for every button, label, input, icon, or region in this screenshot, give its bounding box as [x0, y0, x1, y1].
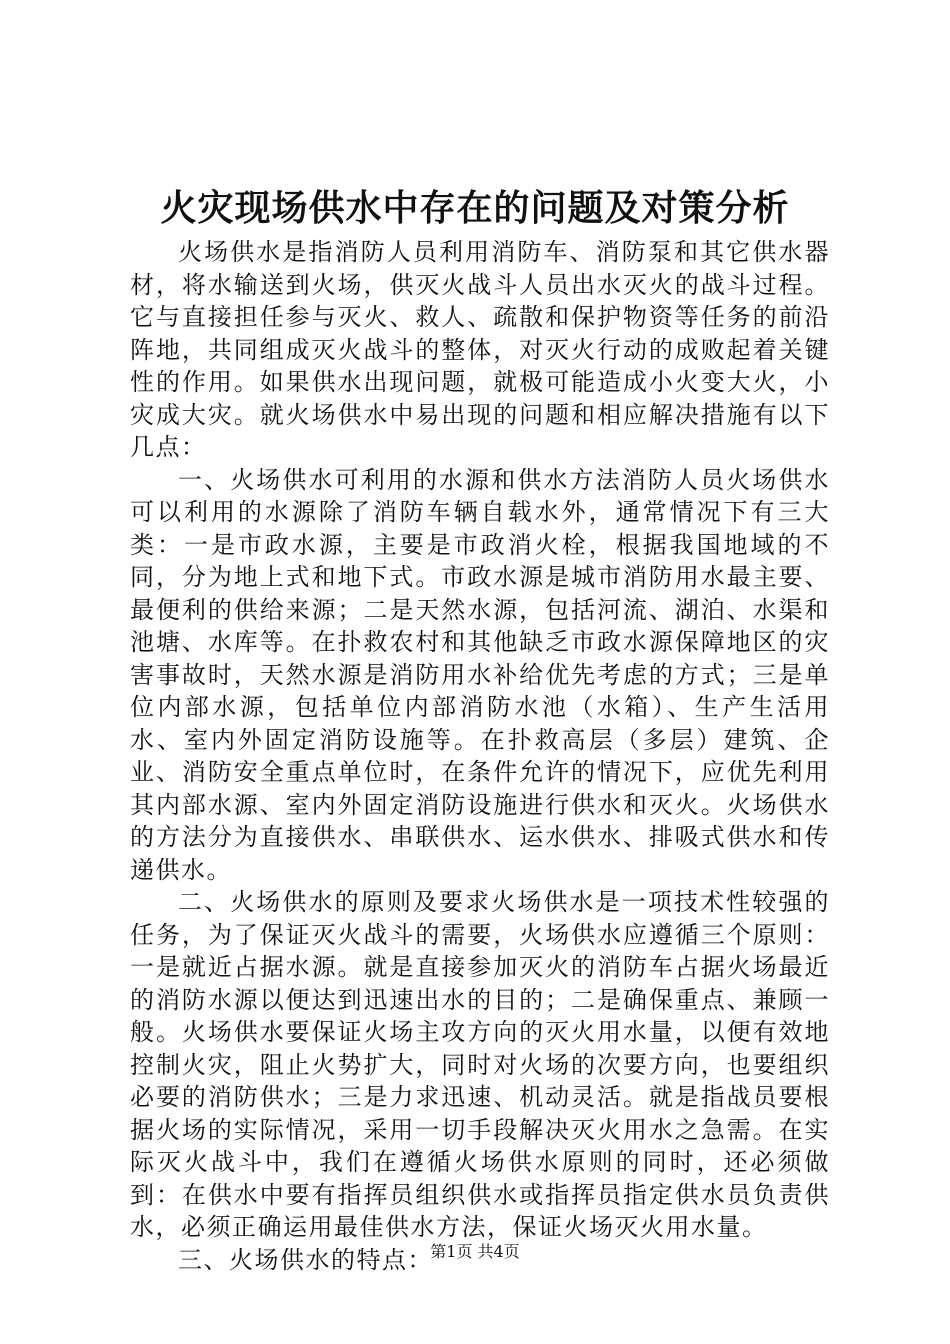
document-title: 火灾现场供水中存在的问题及对策分析	[160, 187, 790, 229]
paragraph-section-2: 二、火场供水的原则及要求火场供水是一项技术性较强的任务，为了保证灭火战斗的需要，火场供水应遵循三个原则：一是就近占据水源。就是直接参加灭火的消防车占据火场最近的消防水源以便达到迅速出水的目的；二是确保重点、兼顾一般。火场供水要保证火场主攻方向的灭火用水量，以便有效地控制火灾，阻止火势扩大，同时对火场的次要方向，也要组织必要的消防供水；三是力求迅速、机动灵活。就是指战员要根据火场的实际情况，采用一切手段解决灭火用水之急需。在实际灭火战斗中，我们在遵循火场供水原则的同时，还必须做到：在供水中要有指挥员组织供水或指挥员指定供水员负责供水，必须正确运用最佳供水方法，保证火场灭火用水量。	[130, 888, 830, 1241]
paragraph-intro: 火场供水是指消防人员利用消防车、消防泵和其它供水器材，将水输送到火场，供灭火战斗人员出水灭火的战斗过程。它与直接担任参与灭火、救人、疏散和保护物资等任务的前沿阵地，共同组成灭火战斗的整体，对灭火行动的成败起着关键性的作用。如果供水出现问题，就极可能造成小火变大火，小灾成大灾。就火场供水中易出现的问题和相应解决措施有以下几点：	[130, 238, 830, 461]
paragraph-section-3: 三、火场供水的特点：	[178, 1245, 433, 1274]
page-number-footer: 第1页 共4页	[430, 1242, 520, 1261]
document-body	[130, 236, 830, 1276]
paragraph-section-1: 一、火场供水可利用的水源和供水方法消防人员火场供水可以利用的水源除了消防车辆自载水外，通常情况下有三大类：一是市政水源，主要是市政消火栓，根据我国地域的不同，分为地上式和地下式。市政水源是城市消防用水最主要、最便利的供给来源；二是天然水源，包括河流、湖泊、水渠和池塘、水库等。在扑救农村和其他缺乏市政水源保障地区的灾害事故时，天然水源是消防用水补给优先考虑的方式；三是单位内部水源，包括单位内部消防水池（水箱）、生产生活用水、室内外固定消防设施等。在扑救高层（多层）建筑、企业、消防安全重点单位时，在条件允许的情况下，应优先利用其内部水源、室内外固定消防设施进行供水和灭火。火场供水的方法分为直接供水、串联供水、运水供水、排吸式供水和传递供水。	[130, 465, 830, 884]
